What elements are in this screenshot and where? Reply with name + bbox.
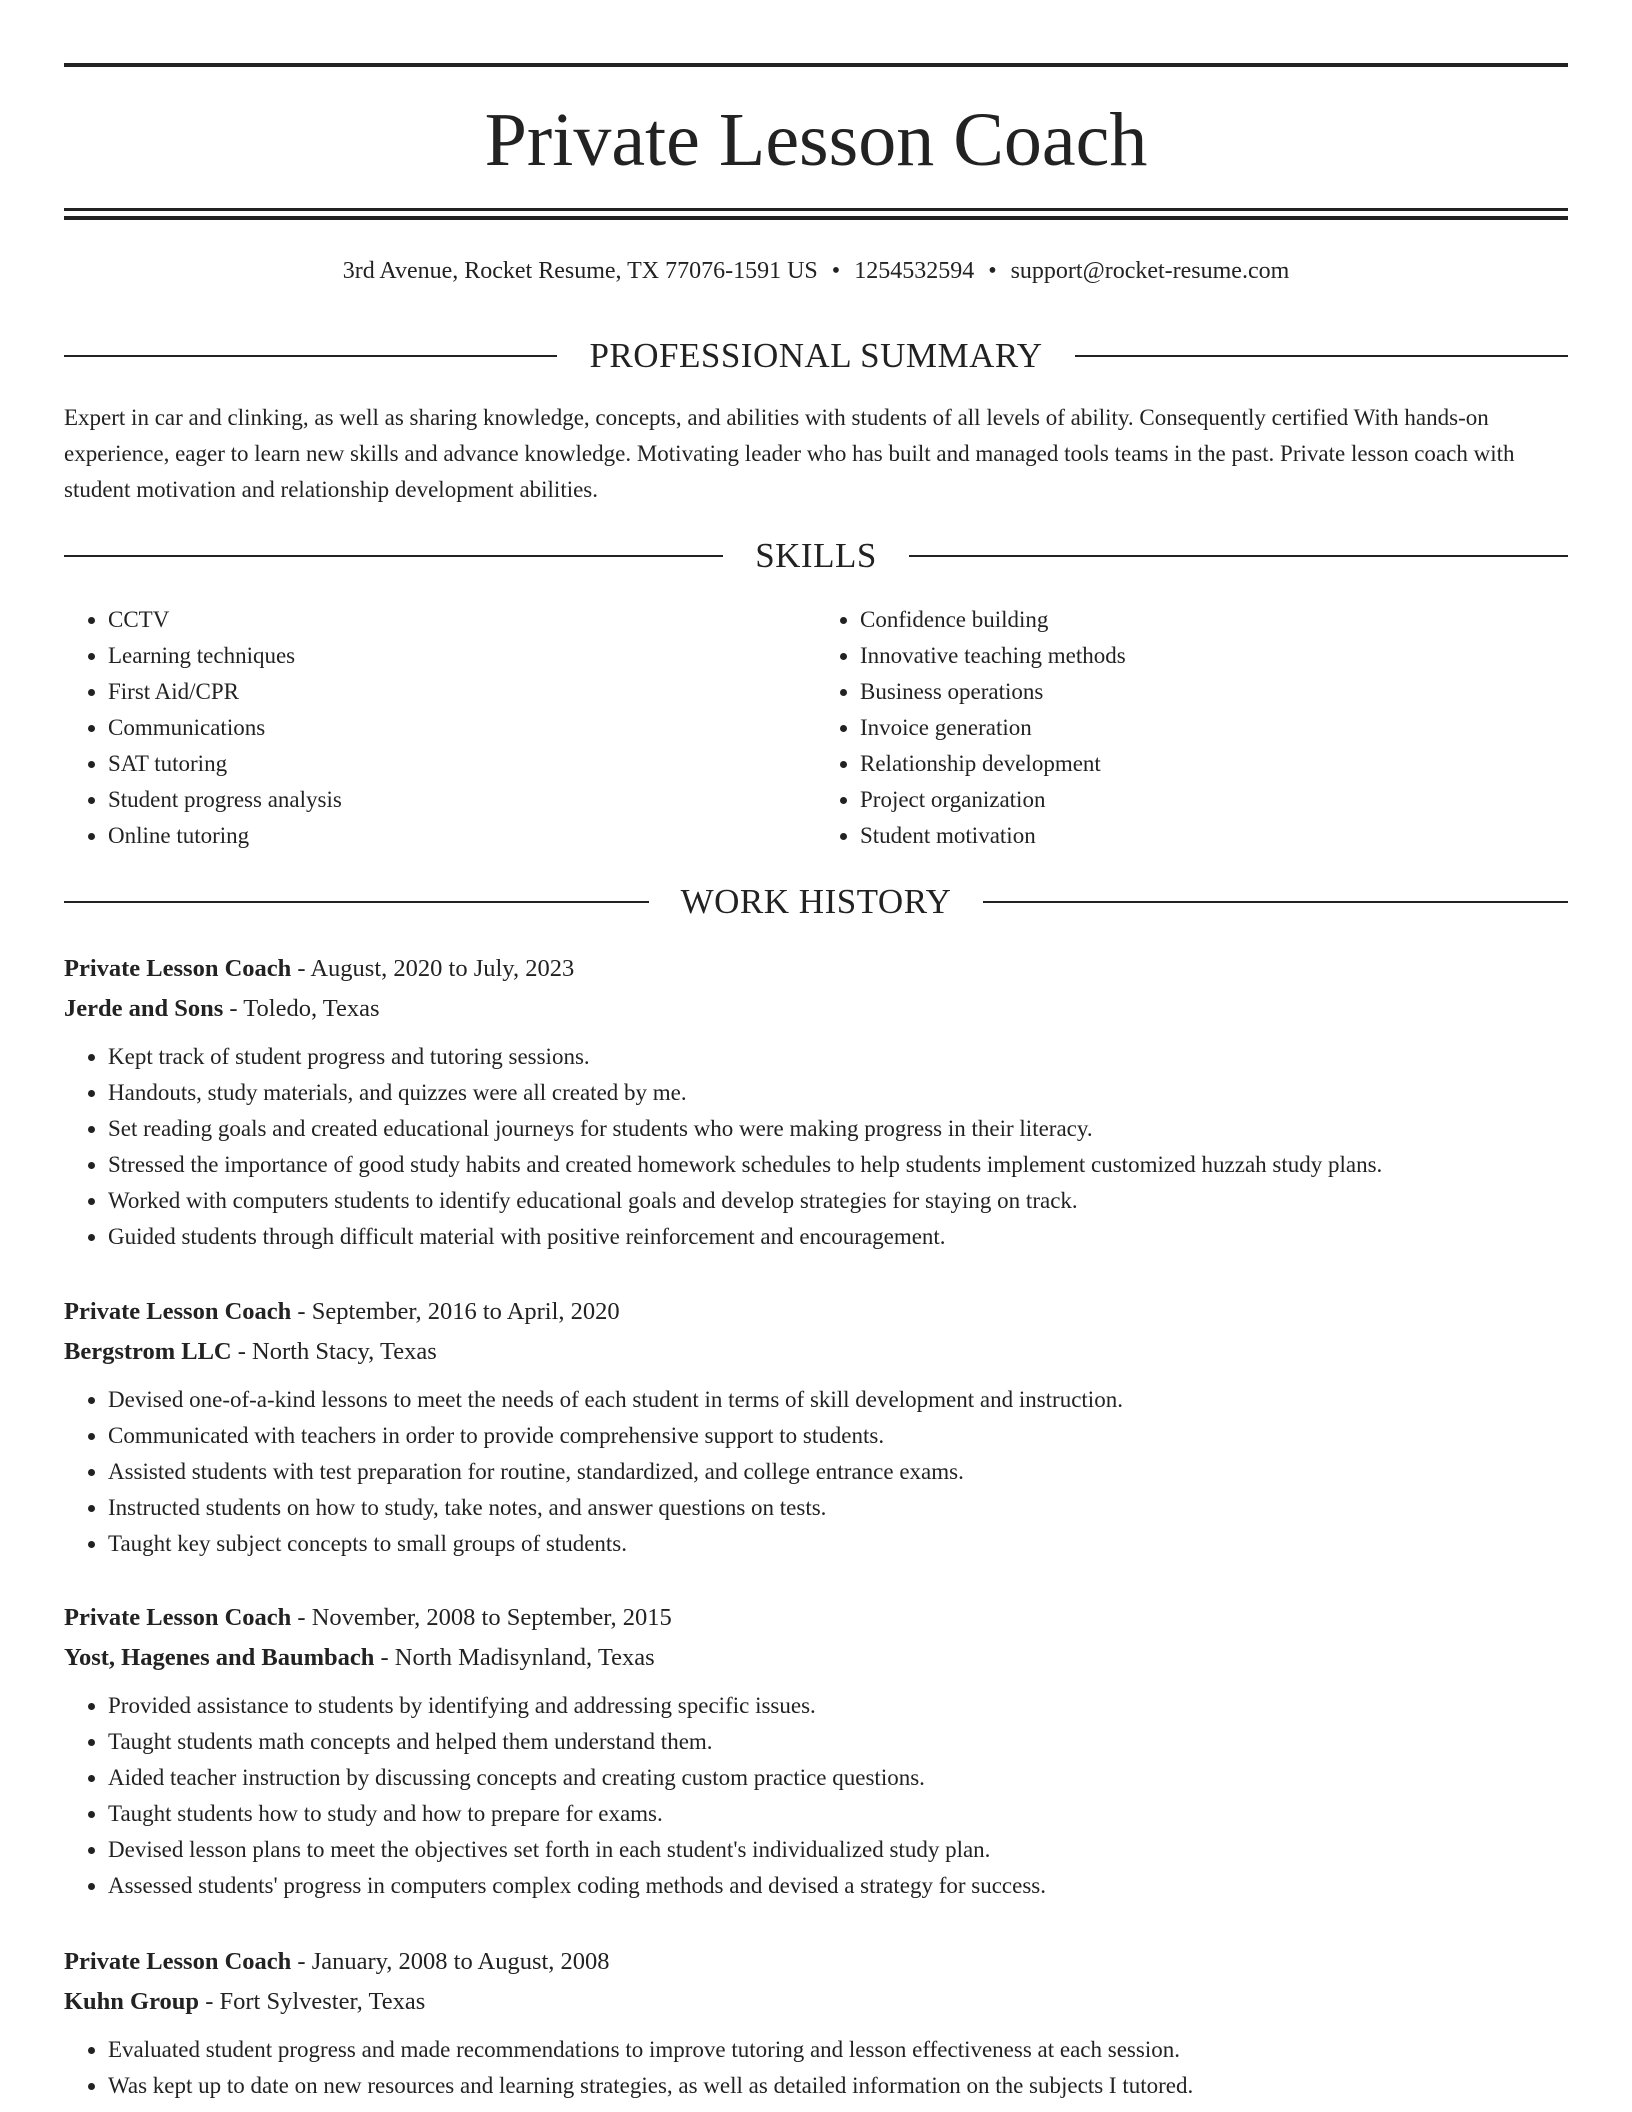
job-dates: - November, 2008 to September, 2015 xyxy=(291,1604,672,1631)
job-company: Jerde and Sons xyxy=(64,995,224,1022)
job-bullet: • Taught students math concepts and helped them understand them. xyxy=(108,1724,1568,1760)
title-rule-upper xyxy=(64,208,1568,211)
skill-item: • Online tutoring xyxy=(108,818,816,854)
heading-rule-right xyxy=(983,901,1568,903)
heading-rule-left xyxy=(64,355,557,357)
job-title-line xyxy=(64,1292,1568,1332)
job-location: - North Stacy, Texas xyxy=(231,1338,437,1365)
skill-item: • Innovative teaching methods xyxy=(860,638,1568,674)
contact-address: 3rd Avenue, Rocket Resume, TX 77076-1591 US xyxy=(342,258,818,284)
job-company: Kuhn Group xyxy=(64,1988,200,2015)
job-company: Yost, Hagenes and Baumbach xyxy=(64,1644,375,1671)
heading-rule-left xyxy=(64,555,723,557)
skills-column-right xyxy=(816,602,1568,854)
contact-line xyxy=(64,254,1568,288)
skill-item: • Student motivation xyxy=(860,818,1568,854)
skill-item: • CCTV xyxy=(108,602,816,638)
skill-item: • Confidence building xyxy=(860,602,1568,638)
job-bullets xyxy=(64,1039,1568,1255)
work-history-heading-text: WORK HISTORY xyxy=(680,882,952,921)
heading-rule-right xyxy=(1075,355,1568,357)
job-bullets xyxy=(64,1688,1568,1904)
job-location: - Fort Sylvester, Texas xyxy=(199,1988,426,2015)
job-location: - North Madisynland, Texas xyxy=(374,1644,655,1671)
job-title-line xyxy=(64,1942,1568,1982)
summary-heading xyxy=(64,334,1568,378)
job-entry xyxy=(64,949,1568,1255)
contact-email: support@rocket-resume.com xyxy=(1010,258,1290,284)
heading-rule-right xyxy=(909,555,1568,557)
job-dates: - September, 2016 to April, 2020 xyxy=(291,1298,620,1325)
contact-phone: 1254532594 xyxy=(854,258,975,284)
skill-item: • Student progress analysis xyxy=(108,782,816,818)
job-company-line xyxy=(64,989,1568,1029)
skills-heading-text: SKILLS xyxy=(755,536,877,575)
job-bullet: • Provided assistance to students by identifying and addressing specific issues. xyxy=(108,1688,1568,1724)
job-bullet: • Communicated with teachers in order to provide comprehensive support to students. xyxy=(108,1418,1568,1454)
job-bullet: • Guided students through difficult material with positive reinforcement and encouragement. xyxy=(108,1219,1568,1255)
skill-item: • Learning techniques xyxy=(108,638,816,674)
title-rule-lower xyxy=(64,216,1568,220)
job-title-line xyxy=(64,949,1568,989)
top-rule xyxy=(64,63,1568,67)
job-title-line xyxy=(64,1598,1568,1638)
job-bullet: • Taught key subject concepts to small groups of students. xyxy=(108,1526,1568,1562)
job-bullet: • Assisted students with test preparation for routine, standardized, and college entrance exams. xyxy=(108,1454,1568,1490)
resume-title: Private Lesson Coach xyxy=(484,98,1148,182)
job-bullets xyxy=(64,1382,1568,1562)
job-title: Private Lesson Coach xyxy=(64,955,292,982)
job-entry xyxy=(64,1598,1568,1904)
skills-column-left xyxy=(64,602,816,854)
contact-separator: • xyxy=(988,258,997,284)
skill-item: • First Aid/CPR xyxy=(108,674,816,710)
skills-heading xyxy=(64,534,1568,578)
job-company-line xyxy=(64,1332,1568,1372)
heading-rule-left xyxy=(64,901,649,903)
summary-text: Expert in car and clinking, as well as sharing knowledge, concepts, and abilities with students of all levels of ability. Consequently certified With hands-on experience, eager to learn new skills and advance knowledge. Motivating leader who has built and managed tools teams in the past. Private lesson coach with student motivation and relationship development abilities. xyxy=(64,405,1515,502)
job-bullet: • Instructed students on how to study, take notes, and answer questions on tests. xyxy=(108,1490,1568,1526)
skills-list xyxy=(64,602,1568,854)
job-bullet: • Worked with computers students to identify educational goals and develop strategies for staying on track. xyxy=(108,1183,1568,1219)
skill-item: • SAT tutoring xyxy=(108,746,816,782)
job-bullet: • Set reading goals and created educational journeys for students who were making progress in their literacy. xyxy=(108,1111,1568,1147)
job-bullet: • Devised lesson plans to meet the objectives set forth in each student's individualized study plan. xyxy=(108,1832,1568,1868)
job-company-line xyxy=(64,1638,1568,1678)
job-bullet: • Devised one-of-a-kind lessons to meet the needs of each student in terms of skill development and instruction. xyxy=(108,1382,1568,1418)
skill-item: • Invoice generation xyxy=(860,710,1568,746)
job-bullet: • Handouts, study materials, and quizzes were all created by me. xyxy=(108,1075,1568,1111)
skill-item: • Business operations xyxy=(860,674,1568,710)
job-entry xyxy=(64,1942,1568,2104)
job-bullet: • Aided teacher instruction by discussing concepts and creating custom practice questions. xyxy=(108,1760,1568,1796)
job-title: Private Lesson Coach xyxy=(64,1948,292,1975)
job-company-line xyxy=(64,1982,1568,2022)
job-location: - Toledo, Texas xyxy=(223,995,380,1022)
job-title: Private Lesson Coach xyxy=(64,1604,292,1631)
job-bullet: • Assessed students' progress in computers complex coding methods and devised a strategy for success. xyxy=(108,1868,1568,1904)
skill-item: • Relationship development xyxy=(860,746,1568,782)
job-title: Private Lesson Coach xyxy=(64,1298,292,1325)
contact-separator: • xyxy=(831,258,841,284)
job-bullet: • Kept track of student progress and tutoring sessions. xyxy=(108,1039,1568,1075)
job-bullet: • Taught students how to study and how to prepare for exams. xyxy=(108,1796,1568,1832)
job-dates: - August, 2020 to July, 2023 xyxy=(291,955,575,982)
job-dates: - January, 2008 to August, 2008 xyxy=(291,1948,610,1975)
job-company: Bergstrom LLC xyxy=(64,1338,232,1365)
job-bullet: • Stressed the importance of good study habits and created homework schedules to help students implement customized huzzah study plans. xyxy=(108,1147,1568,1183)
skill-item: • Project organization xyxy=(860,782,1568,818)
summary-heading-text: PROFESSIONAL SUMMARY xyxy=(589,336,1043,375)
job-bullets xyxy=(64,2032,1568,2104)
skill-item: • Communications xyxy=(108,710,816,746)
work-history-heading xyxy=(64,880,1568,924)
job-entry xyxy=(64,1292,1568,1562)
job-bullet: • Evaluated student progress and made recommendations to improve tutoring and lesson effectiveness at each session. xyxy=(108,2032,1568,2068)
job-bullet: • Was kept up to date on new resources and learning strategies, as well as detailed information on the subjects I tutored. xyxy=(108,2068,1568,2104)
